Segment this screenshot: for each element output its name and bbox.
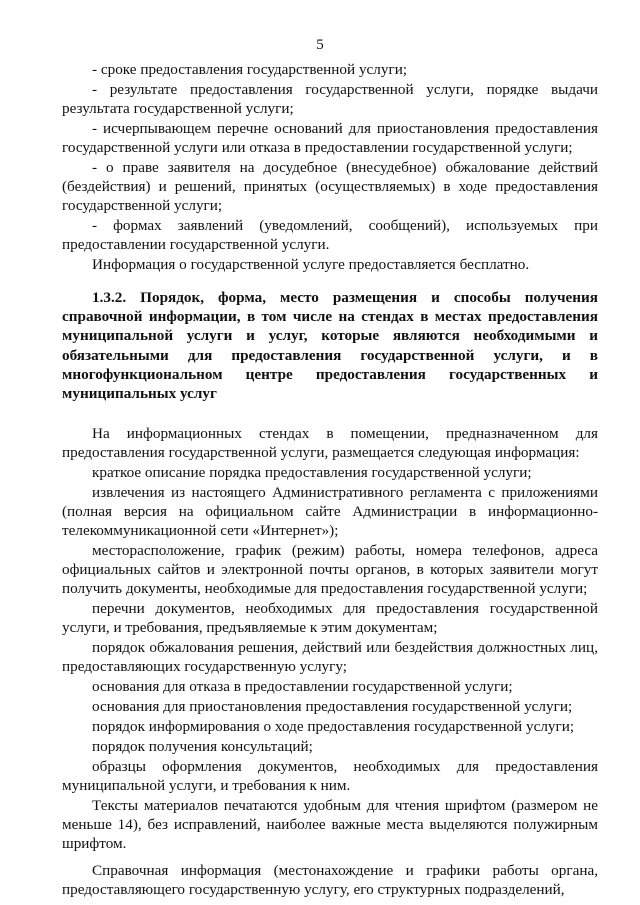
list-item: перечни документов, необходимых для предоставления государственной услуги, и требования, предъявляемые к этим документам;: [62, 600, 598, 636]
body-paragraph: На информационных стендах в помещении, предназначенном для предоставления государственной услуги, размещается следующая информация:: [62, 425, 598, 461]
body-paragraph: Справочная информация (местонахождение и графики работы органа, предоставляющего государственную услугу, его структурных подразделений,: [62, 862, 598, 898]
list-item: основания для приостановления предоставления государственной услуги;: [92, 698, 573, 715]
list-item: образцы оформления документов, необходимых для предоставления муниципальной услуги, и требования к ним.: [62, 758, 598, 794]
list-item: месторасположение, график (режим) работы, номера телефонов, адреса официальных сайтов и электронной почты органов, в которых заявители могут получить документы, необходимые для предоставления государственной услуги;: [62, 542, 598, 597]
list-item: - исчерпывающем перечне оснований для приостановления предоставления государственной услуги или отказа в предоставлении государственной услуги;: [62, 120, 598, 156]
body-text: [62, 424, 598, 900]
list-item: - формах заявлений (уведомлений, сообщений), используемых при предоставлении государственной услуги.: [62, 217, 598, 253]
free-info-paragraph: Информация о государственной услуге предоставляется бесплатно.: [92, 256, 530, 273]
page-number: 5: [316, 37, 324, 53]
list-item: порядок обжалования решения, действий или бездействия должностных лиц, предоставляющих государственную услугу;: [62, 639, 598, 675]
list-item: - результате предоставления государственной услуги, порядке выдачи результата государственной услуги;: [62, 81, 598, 117]
top-list: [62, 60, 598, 275]
list-item: краткое описание порядка предоставления государственной услуги;: [92, 464, 532, 481]
list-item: основания для отказа в предоставлении государственной услуги;: [92, 678, 513, 695]
body-paragraph: Тексты материалов печатаются удобным для чтения шрифтом (размером не меньше 14), без исправлений, наиболее важные места выделяются полужирным шрифтом.: [62, 797, 598, 852]
section-heading: 1.3.2. Порядок, форма, место размещения и способы получения справочной информации, в том числе на стендах в местах предоставления муниципальной услуги и услуг, которые являются необходимыми и обязательными для предоставления государственной услуги, и в многофункциональном центре предоставления государственных и муниципальных услуг: [62, 289, 598, 403]
list-item: - о праве заявителя на досудебное (внесудебное) обжалование действий (бездействия) и решений, принятых (осуществляемых) в ходе предоставления государственной услуги;: [62, 159, 598, 214]
list-item: порядок получения консультаций;: [92, 738, 313, 755]
list-item: порядок информирования о ходе предоставления государственной услуги;: [92, 718, 575, 735]
list-item: извлечения из настоящего Административного регламента с приложениями (полная версия на официальном сайте Администрации в информационно-телекоммуникационной сети «Интернет»);: [62, 484, 598, 539]
list-item: - сроке предоставления государственной услуги;: [92, 61, 408, 78]
